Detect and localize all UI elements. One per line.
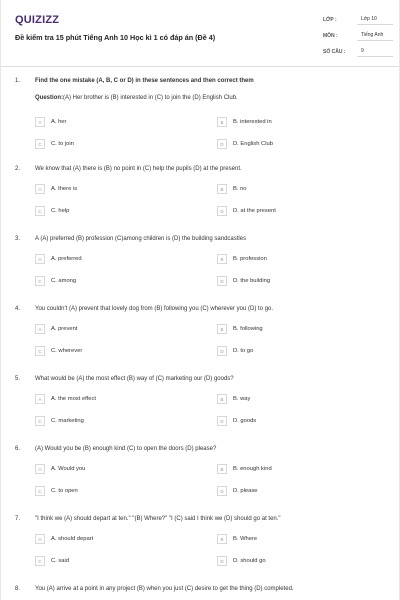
- question-number: 4.: [15, 306, 21, 312]
- question-number: 5.: [15, 376, 21, 382]
- worksheet-header: [1, 0, 399, 62]
- option-text: B. no: [233, 186, 247, 192]
- option-text: C. among: [51, 278, 77, 284]
- option-letter-box: D: [217, 556, 227, 566]
- question-text: We know that (A) there is (B) no point in (C) help the pupils (D) at the present.: [35, 166, 242, 172]
- option-b[interactable]: [217, 534, 257, 544]
- option-c[interactable]: [35, 276, 76, 286]
- meta-label: LỚP :: [323, 16, 337, 23]
- option-letter-box: D: [217, 139, 227, 149]
- option-b[interactable]: [217, 254, 267, 264]
- option-letter-box: B: [217, 534, 227, 544]
- option-letter-box: C: [35, 206, 45, 216]
- option-letter-box: B: [217, 117, 227, 127]
- option-letter-box: B: [217, 254, 227, 264]
- option-text: D. at the present: [233, 208, 276, 214]
- option-text: C. wherever: [51, 348, 83, 354]
- option-text: C. said: [51, 558, 70, 564]
- question-number: 8.: [15, 586, 21, 592]
- option-letter-box: C: [35, 556, 45, 566]
- option-d[interactable]: [217, 556, 266, 566]
- option-letter-box: D: [217, 276, 227, 286]
- option-letter-box: A: [35, 394, 45, 404]
- meta-label: MÔN :: [323, 32, 338, 39]
- meta-label: SỐ CÂU :: [323, 48, 346, 55]
- question-text: Find the one mistake (A, B, C or D) in these sentences and then correct them: [35, 78, 254, 84]
- meta-row-count: [323, 46, 393, 57]
- option-text: A. there is: [51, 186, 78, 192]
- question-subtitle: [35, 95, 238, 101]
- option-a[interactable]: [35, 464, 85, 474]
- option-a[interactable]: [35, 394, 96, 404]
- option-text: D. please: [233, 488, 258, 494]
- option-d[interactable]: [217, 416, 256, 426]
- option-letter-box: A: [35, 117, 45, 127]
- option-text: D. to go: [233, 348, 254, 354]
- question-number: 6.: [15, 446, 21, 452]
- question-number: 3.: [15, 236, 21, 242]
- option-letter-box: A: [35, 254, 45, 264]
- option-text: B. profession: [233, 256, 267, 262]
- option-c[interactable]: [35, 206, 69, 216]
- option-letter-box: D: [217, 486, 227, 496]
- question-text: (A) Would you be (B) enough kind (C) to open the doors (D) please?: [35, 446, 217, 452]
- option-letter-box: A: [35, 324, 45, 334]
- question-text: "I think we (A) should depart at ten." "(B) Where?" "I (C) said I think we (D) should go at ten.": [35, 516, 281, 522]
- option-b[interactable]: [217, 184, 247, 194]
- option-text: A. her: [51, 119, 67, 125]
- option-letter-box: B: [217, 184, 227, 194]
- option-letter-box: D: [217, 346, 227, 356]
- meta-panel: [323, 14, 393, 62]
- meta-row-subject: [323, 30, 393, 41]
- option-d[interactable]: [217, 346, 253, 356]
- question-text: What would be (A) the most effect (B) way of (C) marketing our (D) goods?: [35, 376, 234, 382]
- option-text: B. enough kind: [233, 466, 272, 472]
- option-c[interactable]: [35, 416, 84, 426]
- question-text: You couldn't (A) prevent that lovely dog from (B) following you (C) wherever you (D) to go.: [35, 306, 274, 312]
- document-title: Đề kiểm tra 15 phút Tiếng Anh 10 Học kì 1 có đáp án (Đề 4): [15, 33, 216, 42]
- question-number: 7.: [15, 516, 21, 522]
- option-b[interactable]: [217, 117, 272, 127]
- option-d[interactable]: [217, 139, 273, 149]
- option-letter-box: B: [217, 464, 227, 474]
- option-text: A. prevent: [51, 326, 78, 332]
- option-d[interactable]: [217, 486, 258, 496]
- option-letter-box: D: [217, 206, 227, 216]
- option-c[interactable]: [35, 346, 82, 356]
- option-text: C. to open: [51, 488, 78, 494]
- option-b[interactable]: [217, 464, 272, 474]
- option-b[interactable]: [217, 324, 263, 334]
- option-text: B. Where: [233, 536, 258, 542]
- option-text: A. Would you: [51, 466, 86, 472]
- question-number: 2.: [15, 166, 21, 172]
- option-text: C. help: [51, 208, 70, 214]
- option-b[interactable]: [217, 394, 250, 404]
- option-letter-box: C: [35, 486, 45, 496]
- option-letter-box: D: [217, 416, 227, 426]
- option-text: C. to join: [51, 141, 74, 147]
- option-d[interactable]: [217, 206, 276, 216]
- option-letter-box: A: [35, 464, 45, 474]
- option-a[interactable]: [35, 184, 77, 194]
- option-letter-box: B: [217, 394, 227, 404]
- option-text: D. should go: [233, 558, 266, 564]
- meta-value: Tiếng Anh: [357, 30, 393, 41]
- meta-row-class: [323, 14, 393, 25]
- option-letter-box: C: [35, 346, 45, 356]
- question-subtitle-text: (A) Her brother is (B) interested in (C) to join the (D) English Club.: [63, 95, 238, 101]
- option-c[interactable]: [35, 139, 74, 149]
- question-text: You (A) arrive at a point in any project (B) when you just (C) desire to get the thing (D) completed.: [35, 586, 294, 592]
- meta-value: Lớp 10: [357, 14, 393, 25]
- option-letter-box: C: [35, 276, 45, 286]
- option-a[interactable]: [35, 534, 93, 544]
- question-text: A (A) preferred (B) profession (C)among children is (D) the building sandcastles: [35, 236, 247, 242]
- option-letter-box: B: [217, 324, 227, 334]
- quizizz-logo: QUIZIZZ: [15, 14, 60, 26]
- header-divider: [1, 66, 399, 67]
- option-text: D. English Club: [233, 141, 273, 147]
- option-c[interactable]: [35, 556, 69, 566]
- option-a[interactable]: [35, 117, 66, 127]
- option-text: C. marketing: [51, 418, 84, 424]
- option-text: B. way: [233, 396, 251, 402]
- question-subtitle-label: Question:: [35, 95, 63, 101]
- option-c[interactable]: [35, 486, 78, 496]
- question-number: 1.: [15, 78, 21, 84]
- option-a[interactable]: [35, 324, 77, 334]
- option-text: D. the building: [233, 278, 271, 284]
- option-text: B. interested in: [233, 119, 272, 125]
- option-text: D. goods: [233, 418, 257, 424]
- option-d[interactable]: [217, 276, 270, 286]
- option-a[interactable]: [35, 254, 82, 264]
- option-letter-box: C: [35, 416, 45, 426]
- option-text: A. should depart: [51, 536, 94, 542]
- meta-value: 9: [357, 46, 393, 57]
- option-letter-box: C: [35, 139, 45, 149]
- option-text: A. the most effect: [51, 396, 97, 402]
- option-letter-box: A: [35, 184, 45, 194]
- option-letter-box: A: [35, 534, 45, 544]
- option-text: A. preferred: [51, 256, 82, 262]
- option-text: B. following: [233, 326, 263, 332]
